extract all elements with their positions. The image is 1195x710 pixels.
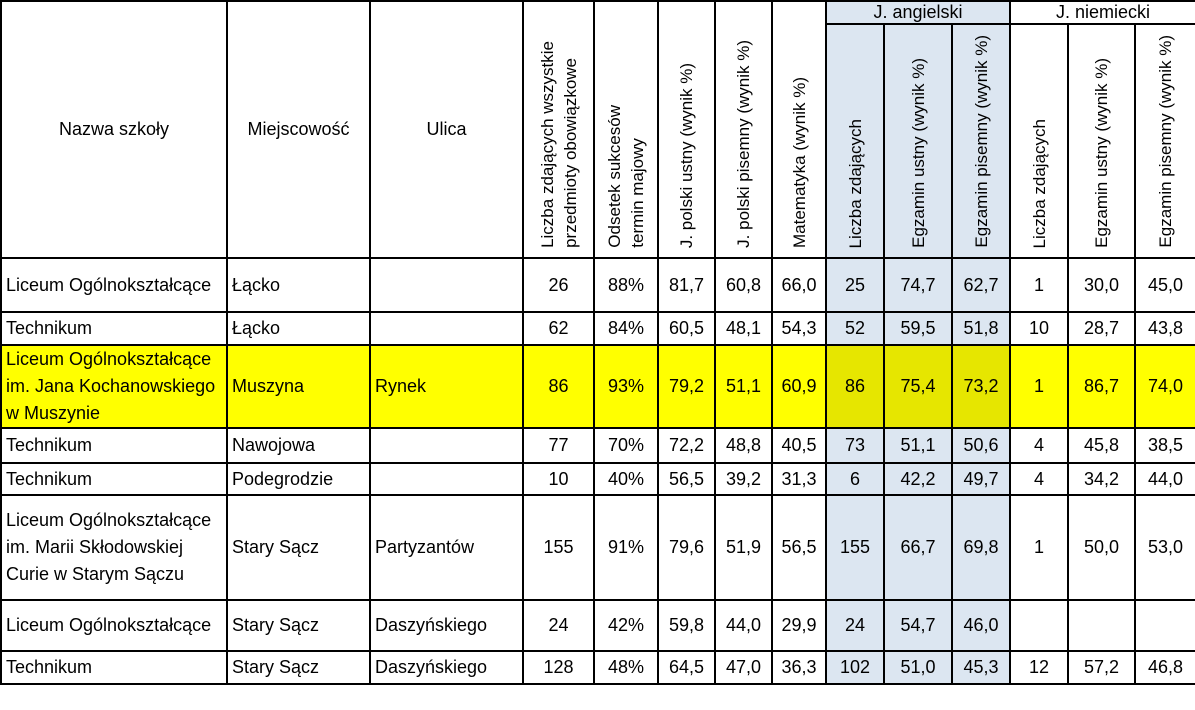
cell-name: Technikum [1, 651, 227, 684]
cell-de-count: 1 [1010, 345, 1068, 428]
table-row [1, 428, 1195, 463]
cell-en-oral: 75,4 [884, 345, 952, 428]
cell-name: Liceum Ogólnokształcące [1, 600, 227, 651]
cell-de-count: 10 [1010, 312, 1068, 345]
cell-de-written: 43,8 [1135, 312, 1195, 345]
cell-en-oral: 51,0 [884, 651, 952, 684]
header-count-all [523, 1, 594, 258]
cell-de-count [1010, 600, 1068, 651]
header-success-rate [594, 1, 658, 258]
cell-city: Nawojowa [227, 428, 370, 463]
cell-en-written: 73,2 [952, 345, 1010, 428]
cell-en-written: 45,3 [952, 651, 1010, 684]
header-de-count-label: Liczba zdających [1029, 118, 1049, 248]
cell-de-count: 12 [1010, 651, 1068, 684]
table-row [1, 600, 1195, 651]
table-body [1, 258, 1195, 684]
cell-name: Technikum [1, 428, 227, 463]
cell-name: Liceum Ogólnokształcące im. Jana Kochanowskiego w Muszynie [1, 345, 227, 428]
header-de-written-label: Egzamin pisemny (wynik %) [1156, 35, 1176, 248]
cell-de-oral: 86,7 [1068, 345, 1135, 428]
table-row [1, 495, 1195, 600]
cell-de-oral: 50,0 [1068, 495, 1135, 600]
header-de-written [1135, 24, 1195, 258]
cell-de-oral: 45,8 [1068, 428, 1135, 463]
cell-count: 24 [523, 600, 594, 651]
cell-pl-oral: 56,5 [658, 463, 715, 495]
header-pl-written-label: J. polski pisemny (wynik %) [734, 40, 753, 248]
cell-de-count: 4 [1010, 463, 1068, 495]
cell-de-written: 74,0 [1135, 345, 1195, 428]
cell-en-count: 6 [826, 463, 884, 495]
table-row [1, 345, 1195, 428]
cell-de-written: 45,0 [1135, 258, 1195, 312]
cell-en-written: 46,0 [952, 600, 1010, 651]
cell-pl-oral: 64,5 [658, 651, 715, 684]
cell-en-count: 24 [826, 600, 884, 651]
cell-en-count: 102 [826, 651, 884, 684]
cell-count: 77 [523, 428, 594, 463]
header-math [772, 1, 826, 258]
cell-city: Stary Sącz [227, 651, 370, 684]
cell-success: 91% [594, 495, 658, 600]
cell-street [370, 463, 523, 495]
cell-en-oral: 54,7 [884, 600, 952, 651]
cell-en-count: 73 [826, 428, 884, 463]
header-city: Miejscowość [227, 1, 370, 258]
cell-de-written: 46,8 [1135, 651, 1195, 684]
cell-success: 88% [594, 258, 658, 312]
cell-name: Liceum Ogólnokształcące [1, 258, 227, 312]
cell-math: 56,5 [772, 495, 826, 600]
cell-de-count: 1 [1010, 258, 1068, 312]
cell-count: 155 [523, 495, 594, 600]
cell-en-written: 49,7 [952, 463, 1010, 495]
cell-en-oral: 42,2 [884, 463, 952, 495]
cell-pl-written: 48,1 [715, 312, 772, 345]
cell-success: 93% [594, 345, 658, 428]
cell-de-written: 53,0 [1135, 495, 1195, 600]
header-group-english: J. angielski [826, 1, 1010, 24]
cell-success: 40% [594, 463, 658, 495]
cell-en-written: 50,6 [952, 428, 1010, 463]
cell-en-count: 155 [826, 495, 884, 600]
cell-de-oral: 57,2 [1068, 651, 1135, 684]
header-group-german: J. niemiecki [1010, 1, 1195, 24]
cell-street [370, 312, 523, 345]
cell-de-written: 38,5 [1135, 428, 1195, 463]
cell-city: Stary Sącz [227, 600, 370, 651]
header-en-count-label: Liczba zdających [845, 118, 865, 248]
cell-en-count: 52 [826, 312, 884, 345]
cell-name: Liceum Ogólnokształcące im. Marii Skłodowskiej Curie w Starym Sączu [1, 495, 227, 600]
cell-math: 31,3 [772, 463, 826, 495]
cell-de-written [1135, 600, 1195, 651]
cell-name: Technikum [1, 312, 227, 345]
cell-city: Muszyna [227, 345, 370, 428]
cell-math: 36,3 [772, 651, 826, 684]
header-en-oral-label: Egzamin ustny (wynik %) [908, 58, 928, 248]
cell-de-count: 1 [1010, 495, 1068, 600]
cell-de-oral: 34,2 [1068, 463, 1135, 495]
cell-pl-written: 47,0 [715, 651, 772, 684]
header-de-count [1010, 24, 1068, 258]
header-school-name: Nazwa szkoły [1, 1, 227, 258]
cell-en-oral: 66,7 [884, 495, 952, 600]
cell-en-written: 69,8 [952, 495, 1010, 600]
cell-street: Rynek [370, 345, 523, 428]
header-count-all-label: Liczba zdających wszystkie przedmioty obowiązkowe [537, 41, 580, 248]
cell-pl-written: 44,0 [715, 600, 772, 651]
cell-pl-written: 48,8 [715, 428, 772, 463]
header-de-oral [1068, 24, 1135, 258]
cell-de-count: 4 [1010, 428, 1068, 463]
header-math-label: Matematyka (wynik %) [789, 77, 809, 248]
cell-en-oral: 59,5 [884, 312, 952, 345]
header-pl-written [715, 1, 772, 258]
header-en-written-label: Egzamin pisemny (wynik %) [971, 35, 991, 248]
cell-en-written: 51,8 [952, 312, 1010, 345]
header-success-rate-label: Odsetek sukcesów termin majowy [605, 105, 647, 248]
cell-math: 66,0 [772, 258, 826, 312]
cell-count: 26 [523, 258, 594, 312]
cell-en-written: 62,7 [952, 258, 1010, 312]
cell-street: Partyzantów [370, 495, 523, 600]
cell-en-count: 25 [826, 258, 884, 312]
cell-success: 70% [594, 428, 658, 463]
cell-pl-written: 51,1 [715, 345, 772, 428]
cell-pl-oral: 60,5 [658, 312, 715, 345]
cell-count: 62 [523, 312, 594, 345]
cell-math: 29,9 [772, 600, 826, 651]
cell-de-written: 44,0 [1135, 463, 1195, 495]
cell-math: 40,5 [772, 428, 826, 463]
cell-success: 48% [594, 651, 658, 684]
cell-city: Podegrodzie [227, 463, 370, 495]
cell-success: 42% [594, 600, 658, 651]
cell-pl-written: 60,8 [715, 258, 772, 312]
cell-en-count: 86 [826, 345, 884, 428]
cell-en-oral: 51,1 [884, 428, 952, 463]
cell-count: 128 [523, 651, 594, 684]
cell-pl-oral: 72,2 [658, 428, 715, 463]
cell-street [370, 258, 523, 312]
header-pl-oral-label: J. polski ustny (wynik %) [677, 62, 696, 248]
table-row [1, 312, 1195, 345]
table-row [1, 463, 1195, 495]
cell-city: Łącko [227, 312, 370, 345]
cell-math: 54,3 [772, 312, 826, 345]
table-row [1, 651, 1195, 684]
cell-de-oral: 28,7 [1068, 312, 1135, 345]
cell-pl-written: 51,9 [715, 495, 772, 600]
header-street: Ulica [370, 1, 523, 258]
cell-de-oral: 30,0 [1068, 258, 1135, 312]
cell-pl-oral: 79,2 [658, 345, 715, 428]
header-de-oral-label: Egzamin ustny (wynik %) [1092, 58, 1112, 248]
cell-count: 86 [523, 345, 594, 428]
cell-pl-oral: 79,6 [658, 495, 715, 600]
cell-en-oral: 74,7 [884, 258, 952, 312]
cell-city: Stary Sącz [227, 495, 370, 600]
cell-success: 84% [594, 312, 658, 345]
cell-pl-oral: 59,8 [658, 600, 715, 651]
header-en-count [826, 24, 884, 258]
header-en-oral [884, 24, 952, 258]
cell-city: Łącko [227, 258, 370, 312]
cell-name: Technikum [1, 463, 227, 495]
cell-pl-oral: 81,7 [658, 258, 715, 312]
cell-street [370, 428, 523, 463]
cell-street: Daszyńskiego [370, 651, 523, 684]
header-en-written [952, 24, 1010, 258]
cell-count: 10 [523, 463, 594, 495]
cell-pl-written: 39,2 [715, 463, 772, 495]
cell-math: 60,9 [772, 345, 826, 428]
cell-street: Daszyńskiego [370, 600, 523, 651]
header-pl-oral [658, 1, 715, 258]
table-row [1, 258, 1195, 312]
cell-de-oral [1068, 600, 1135, 651]
